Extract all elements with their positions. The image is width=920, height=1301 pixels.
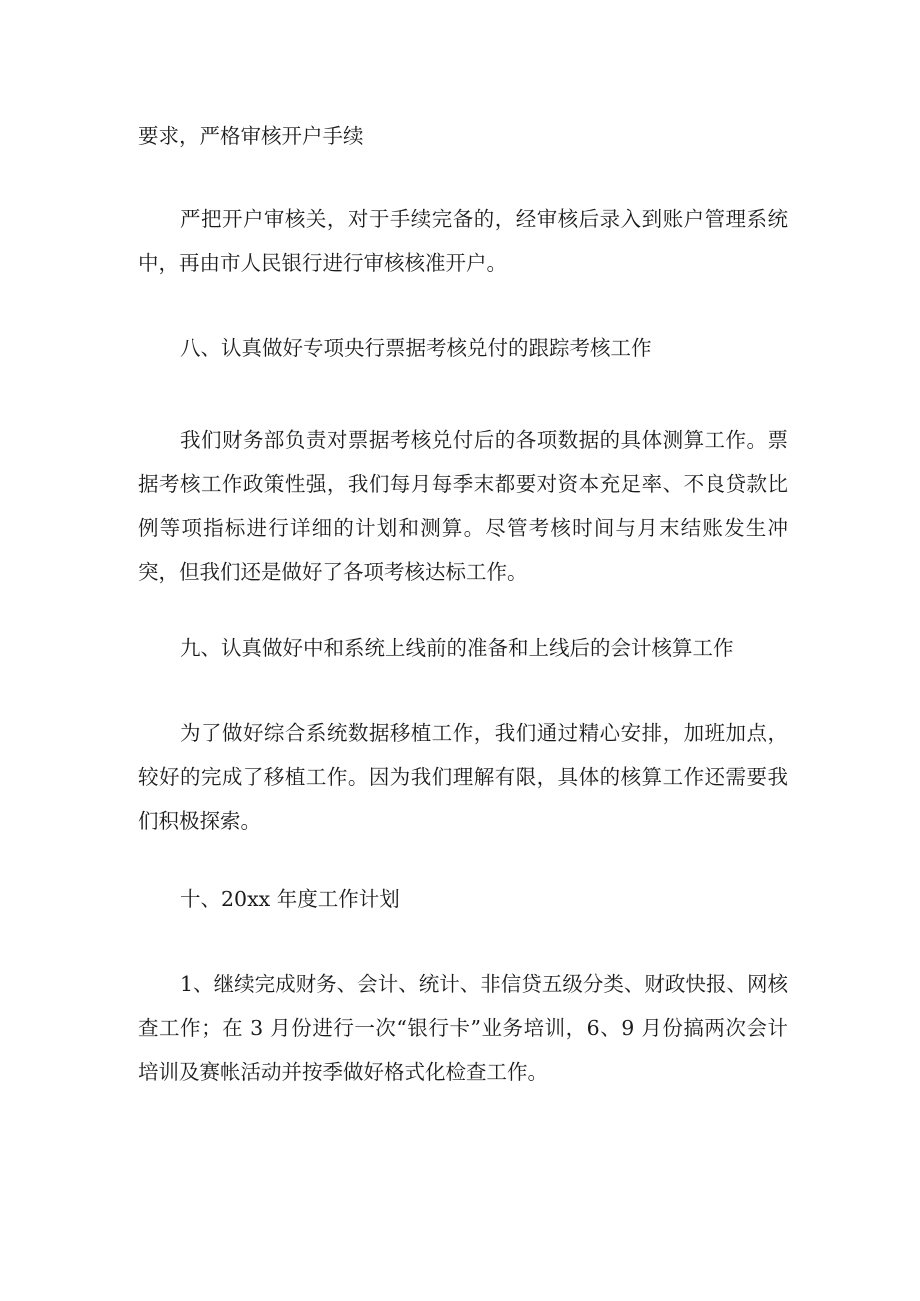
paragraph-data-migration: 为了做好综合系统数据移植工作，我们通过精心安排，加班加点，较好的完成了移植工作。因为我们理解有限，具体的核算工作还需要我们积极探索。 — [138, 721, 788, 833]
paragraph-work-plan-1: 1、继续完成财务、会计、统计、非信贷五级分类、财政快报、网核查工作；在 3 月份进行一次“银行卡”业务培训，6、9 月份搞两次会计培训及赛帐活动并按季做好格式化检查工作。 — [138, 972, 788, 1084]
paragraph-continuation: 要求，严格审核开户手续 — [138, 124, 364, 148]
paragraph-account-review: 严把开户审核关，对于手续完备的，经审核后录入到账户管理系统中，再由市人民银行进行审核核准开户。 — [138, 207, 788, 275]
paragraph-bill-assessment: 我们财务部负责对票据考核兑付后的各项数据的具体测算工作。票据考核工作政策性强，我们每月每季末都要对资本充足率、不良贷款比例等项指标进行详细的计划和测算。尽管考核时间与月末结账发生冲突，但我们还是做好了各项考核达标工作。 — [138, 428, 788, 584]
section-heading-8: 八、认真做好专项央行票据考核兑付的跟踪考核工作 — [180, 336, 652, 360]
section-heading-9: 九、认真做好中和系统上线前的准备和上线后的会计核算工作 — [180, 636, 734, 660]
section-heading-10: 十、20xx 年度工作计划 — [180, 887, 400, 911]
